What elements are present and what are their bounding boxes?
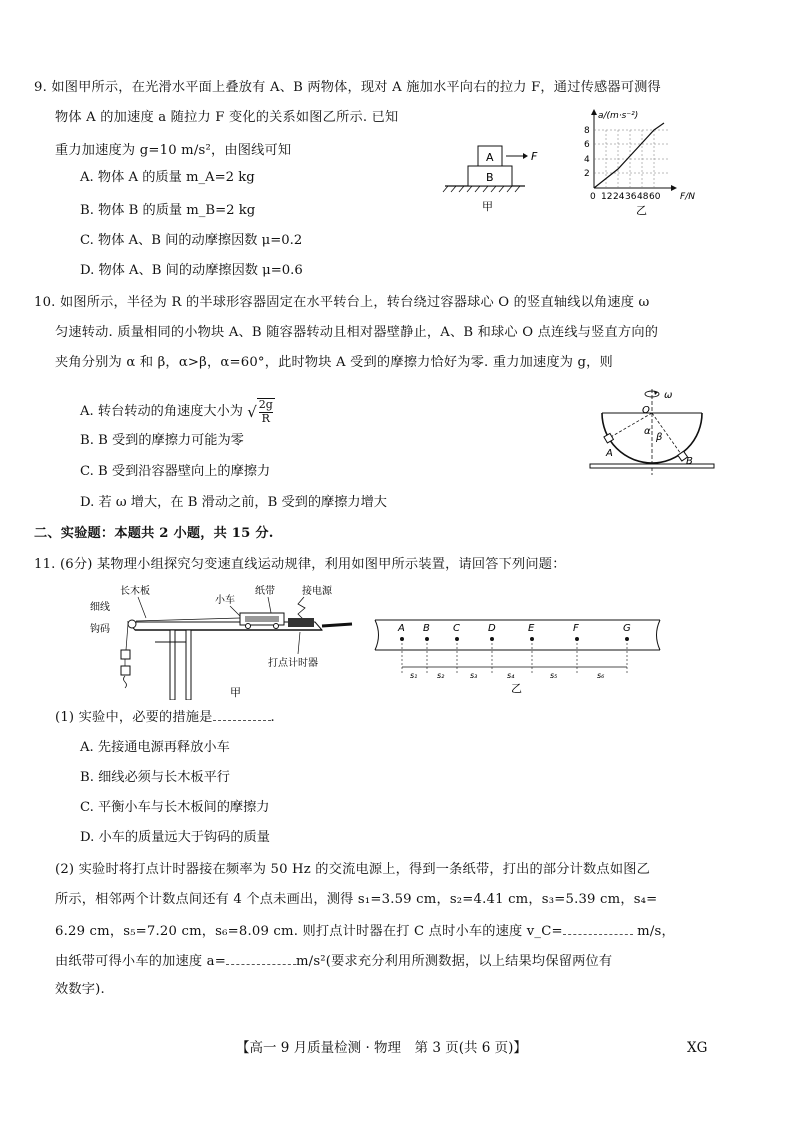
section-2-heading: 二、实验题：本题共 2 小题，共 15 分. [34, 526, 274, 541]
tape-point-label: A [398, 623, 405, 634]
page-footer: 【高一 9 月质量检测 · 物理 第 3 页(共 6 页)】 [236, 1040, 527, 1056]
q11-option-c: C. 平衡小车与长木板间的摩擦力 [80, 800, 270, 815]
q9-yi-ytick: 8 [584, 126, 590, 136]
q10-option-a-text: A. 转台转动的角速度大小为 [80, 404, 243, 420]
q10-line2: 匀速转动. 质量相同的小物块 A、B 随容器转动且相对器壁静止，A、B 和球心 O 点连线与竖直方向的 [55, 325, 659, 340]
q10-option-a-denominator: R [261, 411, 270, 425]
q11-yi-caption: 乙 [511, 682, 522, 694]
q9-block-a: A [486, 151, 494, 164]
tape-points [400, 637, 629, 641]
q9-yi-xtick: 36 [625, 192, 637, 202]
tape-point-label: C [453, 623, 460, 634]
q11-timer-label: 打点计时器 [268, 658, 318, 669]
q11-part2-line4 [55, 952, 612, 970]
q9-line1: 9. 如图甲所示，在光滑水平面上叠放有 A、B 两物体，现对 A 施加水平向右的拉力 F，通过传感器可测得 [34, 80, 661, 95]
q11-part2-line3-text: 6.29 cm，s₅=7.20 cm，s₆=8.09 cm. 则打点计时器在打 C 点时小车的速度 v_C= [55, 924, 563, 939]
q11-figure-yi [370, 612, 665, 694]
q9-yi-ytick: 4 [584, 155, 590, 165]
q9-yi-caption: 乙 [636, 204, 647, 217]
q11-part2-line4-unit: m/s²(要求充分利用所测数据，以上结果均保留两位有 [295, 954, 613, 969]
q10-b-label: B [686, 456, 693, 467]
tape-point-label: F [573, 623, 579, 634]
q11-cart-label: 小车 [215, 595, 235, 606]
q9-yi-ylabel: a/(m·s⁻²) [598, 111, 639, 121]
q9-line2: 物体 A 的加速度 a 随拉力 F 变化的关系如图乙所示. 已知 [55, 110, 399, 125]
q9-yi-xtick: 60 [649, 192, 661, 202]
q10-omega-label: ω [664, 390, 673, 401]
q9-yi-xlabel: F/N [680, 192, 695, 202]
q10-option-b: B. B 受到的摩擦力可能为零 [80, 433, 244, 448]
q9-option-b: B. 物体 B 的质量 m_B=2 kg [80, 203, 256, 218]
q11-part1-end: . [270, 710, 275, 725]
q10-option-a: A. 转台转动的角速度大小为 √ $\frac{2g}{R}$ [80, 398, 273, 425]
q9-option-a: A. 物体 A 的质量 m_A=2 kg [80, 170, 255, 185]
q11-option-d: D. 小车的质量远大于钩码的质量 [80, 830, 270, 845]
tape-segment-label: s₂ [437, 671, 445, 680]
tape-point-label: D [488, 623, 496, 634]
q9-option-c: C. 物体 A、B 间的动摩擦因数 μ=0.2 [80, 233, 303, 248]
q11-part1-text: (1) 实验中，必要的措施是 [55, 710, 213, 725]
q11-string-label: 细线 [90, 602, 110, 613]
q9-yi-xtick: 24 [613, 192, 625, 202]
q10-option-c: C. B 受到沿容器壁向上的摩擦力 [80, 464, 271, 479]
q9-force-label: F [531, 150, 538, 163]
q10-option-a-numerator: 2g [258, 398, 273, 411]
q10-beta-label: β [656, 432, 663, 443]
q11-part2-line2: 所示，相邻两个计数点间还有 4 个点未画出，测得 s₁=3.59 cm，s₂=4.41 cm，s₃=5.39 cm，s₄= [55, 892, 658, 907]
q11-figure-jia [90, 580, 360, 700]
q9-yi-curve [594, 123, 664, 188]
q9-jia-caption: 甲 [482, 200, 493, 213]
q11-part2-line1: (2) 实验时将打点计时器接在频率为 50 Hz 的交流电源上，得到一条纸带，打出的部分计数点如图乙 [55, 862, 650, 877]
q9-yi-xtick: 48 [637, 192, 649, 202]
q10-line3: 夹角分别为 α 和 β，α>β，α=60°，此时物块 A 受到的摩擦力恰好为零. 重力加速度为 g，则 [55, 355, 613, 370]
q11-power-label: 接电源 [302, 586, 332, 597]
tape-segment-label: s₅ [550, 671, 558, 680]
q11-jia-caption: 甲 [230, 686, 241, 699]
q9-option-d: D. 物体 A、B 间的动摩擦因数 μ=0.6 [80, 263, 303, 278]
q10-a-label: A [606, 448, 613, 459]
q10-alpha-label: α [644, 426, 651, 437]
q11-part2-line3 [55, 922, 675, 940]
q11-part2-line3-unit: m/s， [637, 924, 675, 939]
tape-point-label: G [623, 623, 631, 634]
q10-option-d: D. 若 ω 增大，在 B 滑动之前，B 受到的摩擦力增大 [80, 495, 387, 510]
footer-code: XG [687, 1040, 708, 1056]
q9-line3: 重力加速度为 g=10 m/s²，由图线可知 [55, 143, 292, 158]
q9-figure-yi [568, 106, 718, 218]
q11-part1-blank[interactable] [213, 708, 271, 721]
q11-vc-blank[interactable] [563, 922, 633, 935]
q11-option-b: B. 细线必须与长木板平行 [80, 770, 230, 785]
tape-segment-label: s₃ [470, 671, 478, 680]
q9-yi-ytick: 2 [584, 169, 590, 179]
q10-o-label: O [642, 405, 650, 416]
q11-board-label: 长木板 [120, 586, 150, 597]
q9-yi-xtick: 0 [590, 192, 596, 202]
q9-block-b: B [486, 171, 494, 184]
q11-part2-line4-text: 由纸带可得小车的加速度 a= [55, 954, 226, 969]
q9-yi-ytick: 6 [584, 140, 590, 150]
q9-yi-xtick: 12 [601, 192, 613, 202]
q11-tape-label: 纸带 [255, 586, 275, 597]
q11-option-a: A. 先接通电源再释放小车 [80, 740, 230, 755]
q9-figure-jia [440, 136, 560, 216]
tape-segment-label: s₁ [410, 671, 418, 680]
tape-segment-label: s₆ [597, 671, 605, 680]
q10-line1: 10. 如图所示，半径为 R 的半球形容器固定在水平转台上，转台绕过容器球心 O 的竖直轴线以角速度 ω [34, 295, 650, 310]
q11-hook-label: 钩码 [90, 624, 110, 635]
q11-part1 [55, 708, 275, 726]
q11-accel-blank[interactable] [226, 952, 296, 965]
tape-point-label: B [423, 623, 430, 634]
q10-figure [580, 385, 725, 480]
tape-point-label: E [528, 623, 535, 634]
q11-part2-line5: 效数字). [55, 982, 105, 997]
q11-line1: 11. (6分) 某物理小组探究匀变速直线运动规律，利用如图甲所示装置，请回答下列问题： [34, 557, 566, 572]
tape-segment-label: s₄ [507, 671, 515, 680]
